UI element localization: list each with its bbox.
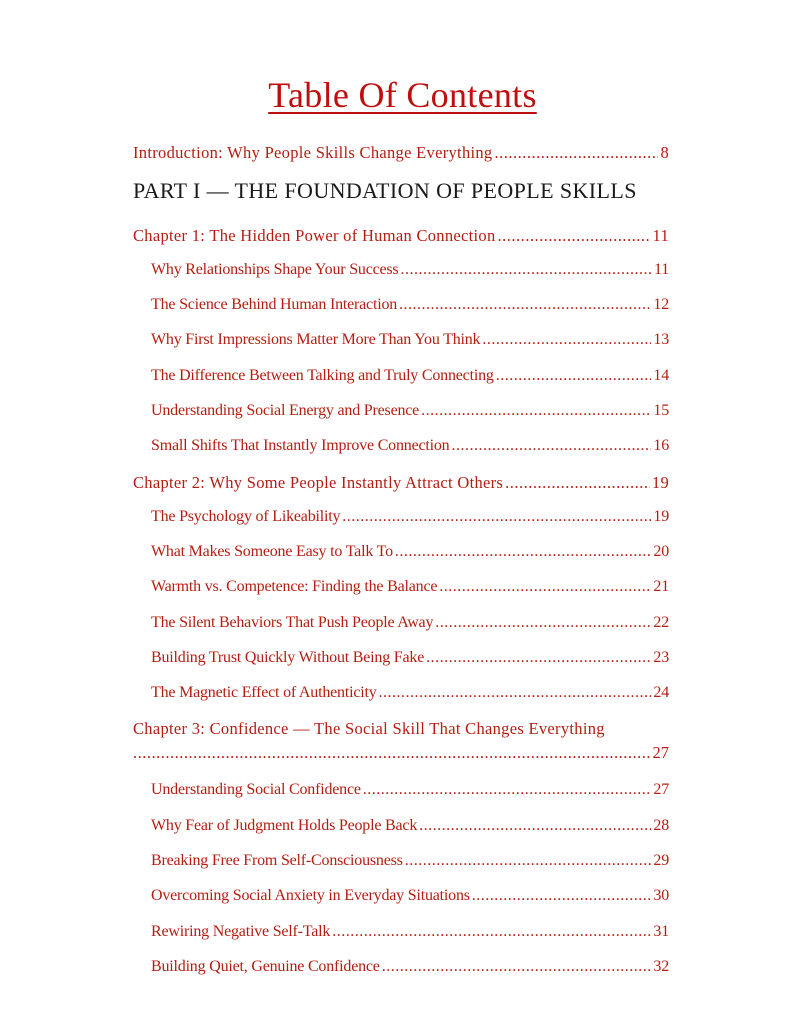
dot-leader: [496, 367, 652, 385]
toc-page-number: 27: [653, 781, 669, 798]
toc-entry-section[interactable]: [151, 684, 669, 702]
toc-page-number: 19: [651, 473, 669, 492]
toc-entry-section[interactable]: [151, 614, 669, 632]
toc-entry-label: Small Shifts That Instantly Improve Connection: [151, 437, 450, 454]
toc-entry-label: Why Fear of Judgment Holds People Back: [151, 817, 418, 834]
part-heading: PART I — THE FOUNDATION OF PEOPLE SKILLS: [133, 178, 637, 203]
toc-page-number: 15: [653, 402, 669, 419]
toc-entry-label: Overcoming Social Anxiety in Everyday Situations: [151, 887, 470, 904]
dot-leader: [342, 508, 651, 526]
dot-leader: [379, 684, 652, 702]
toc-page-number: 29: [653, 852, 669, 869]
toc-page-number: 16: [653, 437, 669, 454]
toc-entry-chapter-3[interactable]: Chapter 3: Confidence — The Social Skill That Changes Everything: [133, 719, 605, 738]
toc-entry-section[interactable]: [151, 543, 669, 561]
toc-entry-section[interactable]: [151, 817, 669, 835]
toc-entry-section[interactable]: [151, 508, 669, 526]
dot-leader: [498, 226, 651, 246]
toc-entry-label: Building Trust Quickly Without Being Fake: [151, 649, 425, 666]
toc-entry-label: Why First Impressions Matter More Than You Think: [151, 331, 481, 348]
toc-entry-section[interactable]: [151, 852, 669, 870]
dot-leader: [426, 649, 651, 667]
dot-leader: [505, 473, 650, 493]
toc-entry-label: Breaking Free From Self-Consciousness: [151, 852, 403, 869]
toc-entry-label: The Science Behind Human Interaction: [151, 296, 398, 313]
toc-entry-section[interactable]: [151, 331, 669, 349]
toc-entry-chapter-2[interactable]: [133, 473, 669, 493]
toc-entry-label: Understanding Social Energy and Presence: [151, 402, 420, 419]
toc-page-number: 32: [653, 958, 669, 975]
dot-leader: [435, 614, 651, 632]
dot-leader: [363, 781, 652, 799]
dot-leader: [421, 402, 651, 420]
toc-page-number: 8: [660, 143, 669, 162]
toc-entry-label: The Difference Between Talking and Truly Connecting: [151, 367, 494, 384]
toc-entry-section[interactable]: [151, 578, 669, 596]
toc-entry-chapter-3-leader[interactable]: [133, 743, 669, 763]
toc-entry-section[interactable]: [151, 781, 669, 799]
toc-page-number: 24: [653, 684, 669, 701]
toc-page-number: 27: [652, 743, 669, 762]
toc-page-number: 23: [653, 649, 669, 666]
dot-leader: [395, 543, 652, 561]
toc-entry-label: The Magnetic Effect of Authenticity: [151, 684, 377, 701]
dot-leader: [494, 143, 658, 163]
toc-entry-label: What Makes Someone Easy to Talk To: [151, 543, 393, 560]
toc-entry-label: Building Quiet, Genuine Confidence: [151, 958, 380, 975]
toc-page-number: 19: [653, 508, 669, 525]
toc-entry-label: Chapter 2: Why Some People Instantly Attract Others: [133, 473, 504, 492]
toc-page-number: 20: [653, 543, 669, 560]
toc-page-number: 30: [653, 887, 669, 904]
dot-leader: [332, 923, 651, 941]
toc-entry-section[interactable]: [151, 261, 669, 279]
toc-page-number: 31: [653, 923, 669, 940]
toc-page-number: 12: [653, 296, 669, 313]
dot-leader: [451, 437, 651, 455]
dot-leader: [482, 331, 651, 349]
toc-entry-label: Chapter 1: The Hidden Power of Human Connection: [133, 226, 496, 245]
toc-page-number: 11: [653, 261, 669, 278]
toc-entry-section[interactable]: [151, 923, 669, 941]
toc-page-number: 13: [653, 331, 669, 348]
dot-leader: [405, 852, 652, 870]
toc-entry-section[interactable]: [151, 887, 669, 905]
toc-entry-label: Why Relationships Shape Your Success: [151, 261, 399, 278]
dot-leader: [419, 817, 651, 835]
toc-page-number: 22: [653, 614, 669, 631]
dot-leader: [382, 958, 652, 976]
toc-entry-section[interactable]: [151, 958, 669, 976]
toc-entry-label: The Psychology of Likeability: [151, 508, 341, 525]
toc-page-number: 28: [653, 817, 669, 834]
toc-page-number: 14: [653, 367, 669, 384]
page-title: Table Of Contents: [268, 75, 537, 115]
toc-entry-label: The Silent Behaviors That Push People Away: [151, 614, 434, 631]
dot-leader: [399, 296, 651, 314]
dot-leader: [133, 743, 651, 763]
toc-entry-section[interactable]: [151, 437, 669, 455]
dot-leader: [439, 578, 651, 596]
toc-entry-section[interactable]: [151, 649, 669, 667]
toc-entry-section[interactable]: [151, 367, 669, 385]
toc-page-number: 11: [652, 226, 669, 245]
toc-entry-section[interactable]: [151, 296, 669, 314]
toc-page-number: 21: [653, 578, 669, 595]
dot-leader: [472, 887, 652, 905]
toc-entry-label: Warmth vs. Competence: Finding the Balance: [151, 578, 438, 595]
toc-entry-chapter-1[interactable]: [133, 226, 669, 246]
toc-entry-label: Rewiring Negative Self-Talk: [151, 923, 331, 940]
toc-entry-section[interactable]: [151, 402, 669, 420]
toc-entry-label: Introduction: Why People Skills Change Everything: [133, 143, 493, 162]
toc-entry-label: Understanding Social Confidence: [151, 781, 361, 798]
dot-leader: [400, 261, 652, 279]
toc-entry-introduction[interactable]: [133, 143, 669, 163]
